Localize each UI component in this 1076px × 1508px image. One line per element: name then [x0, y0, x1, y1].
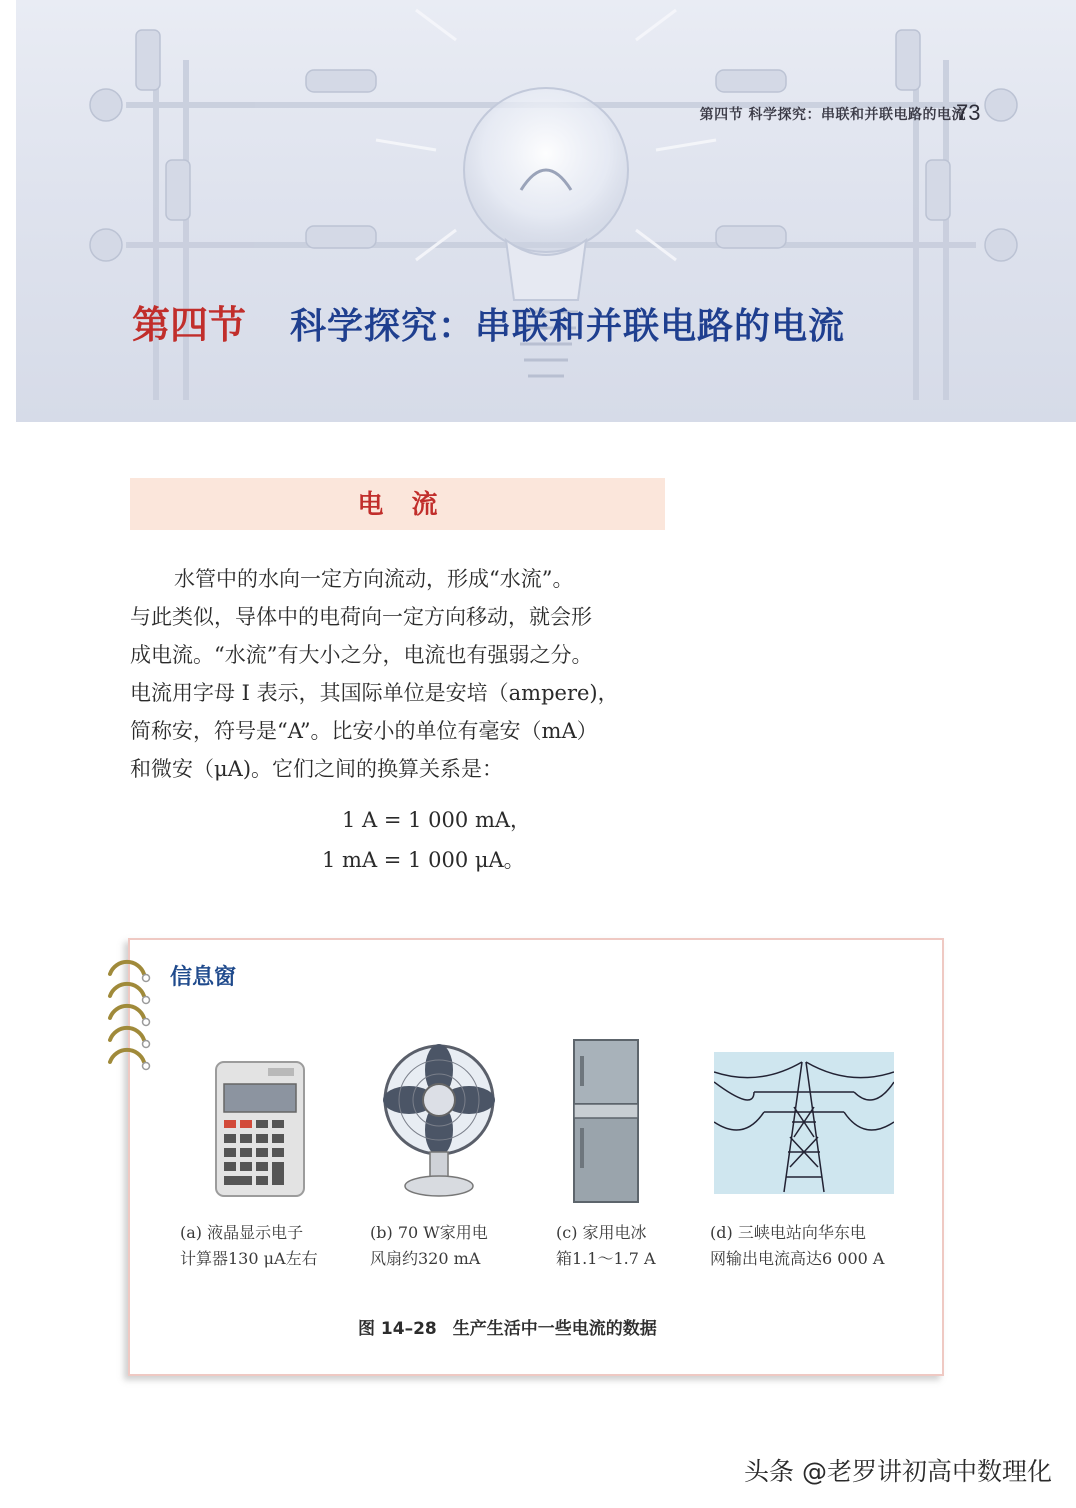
figure-caption-text: 生产生活中一些电流的数据: [452, 1319, 657, 1339]
chapter-banner: [16, 0, 1076, 422]
section-title: [132, 294, 845, 349]
section-title-text: 科学探究：串联和并联电路的电流: [290, 306, 846, 347]
caption-d: [710, 1220, 884, 1272]
figure-number: 图 14–28: [358, 1319, 437, 1339]
caption-a-line2: 计算器130 μA左右: [180, 1249, 318, 1268]
formula-ampere-milliampere: 1 A = 1 000 mA，: [342, 808, 532, 832]
caption-b-line1: (b) 70 W家用电: [370, 1223, 488, 1242]
paragraph-line: 简称安，符号是“A”。比安小的单位有毫安（mA）: [130, 719, 598, 743]
caption-a-line1: (a) 液晶显示电子: [180, 1223, 304, 1242]
caption-c-line1: (c) 家用电冰: [556, 1223, 647, 1242]
calculator-illustration: [212, 1058, 308, 1200]
caption-d-line2: 网输出电流高达6 000 A: [710, 1249, 885, 1268]
watermark: 头条 @老罗讲初高中数理化: [744, 1457, 1052, 1486]
paragraph-line: 成电流。“水流”有大小之分，电流也有强弱之分。: [130, 643, 593, 667]
subsection-heading: 电流: [130, 478, 665, 530]
info-window-title: 信息窗: [170, 965, 237, 990]
lightbulb-circuit-background: [16, 0, 1076, 422]
refrigerator-illustration: [566, 1036, 646, 1206]
caption-d-line1: (d) 三峡电站向华东电: [710, 1223, 866, 1242]
page-number: 73: [956, 100, 981, 125]
paragraph-line: 和微安（μA)。它们之间的换算关系是：: [130, 757, 504, 781]
running-head: 第四节 科学探究：串联和并联电路的电流: [699, 107, 966, 123]
power-tower-illustration: [714, 1052, 894, 1194]
electric-fan-illustration: [380, 1040, 498, 1198]
caption-c-line2: 箱1.1～1.7 A: [556, 1249, 656, 1268]
section-number: 第四节: [132, 302, 247, 347]
spiral-binding-icon: [104, 952, 154, 1082]
caption-a: [180, 1220, 318, 1272]
body-paragraph: [130, 560, 670, 788]
figure-caption: [0, 1314, 1076, 1339]
paragraph-line: 电流用字母 I 表示，其国际单位是安培（ampere)，: [130, 681, 619, 705]
caption-b: [370, 1220, 488, 1272]
caption-c: [556, 1220, 656, 1272]
paragraph-line: 与此类似，导体中的电荷向一定方向移动，就会形: [130, 605, 592, 629]
formula-milliampere-microampere: 1 mA = 1 000 μA。: [322, 848, 525, 872]
paragraph-line: 水管中的水向一定方向流动，形成“水流”。: [174, 567, 574, 591]
caption-b-line2: 风扇约320 mA: [370, 1249, 481, 1268]
